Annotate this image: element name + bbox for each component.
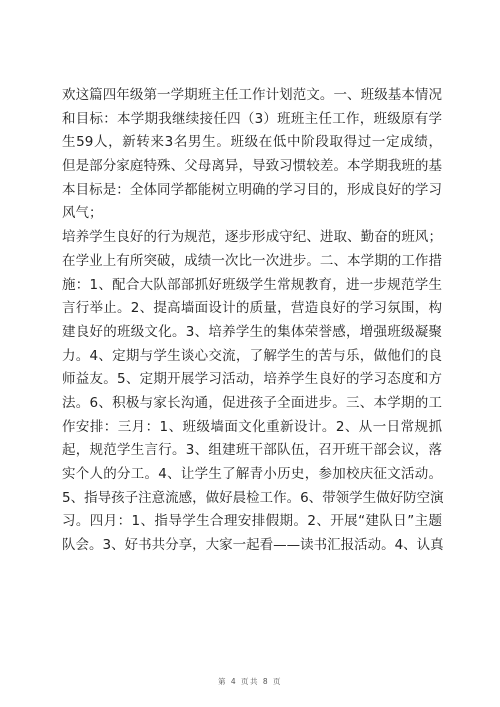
text-line: 欢这篇四年级第一学期班主任工作计划范文。一、班级基本情况 [62, 87, 442, 103]
text-line: 建良好的班级文化。3、培养学生的集体荣誉感，增强班级凝聚 [62, 323, 442, 340]
text-line: 5、指导孩子注意流感，做好晨检工作。6、带领学生做好防空演 [62, 489, 444, 506]
text-line: 队会。3、好书共分享，大家一起看——读书汇报活动。4、认真 [62, 537, 444, 554]
text-line: 施：1、配合大队部部抓好班级学生常规教育，进一步规范学生 [62, 276, 442, 293]
text-line: 风气； [62, 205, 103, 222]
text-line: 言行举止。2、提高墙面设计的质量，营造良好的学习氛围，构 [62, 300, 442, 317]
text-line: 生59人，新转来3名男生。班级在低中阶段取得过一定成绩， [62, 134, 442, 151]
text-line: 在学业上有所突破，成绩一次比一次进步。二、本学期的工作措 [62, 252, 442, 269]
text-line: 实个人的分工。4、让学生了解青小历史，参加校庆征文活动。 [62, 466, 442, 482]
text-line: 本目标是：全体同学都能树立明确的学习目的，形成良好的学习 [62, 181, 442, 198]
text-line: 起，规范学生言行。3、组建班干部队伍，召开班干部会议，落 [62, 442, 442, 459]
text-line: 培养学生良好的行为规范，逐步形成守纪、进取、勤奋的班风； [62, 229, 442, 246]
text-line: 但是部分家庭特殊、父母离异，导致习惯较差。本学期我班的基 [62, 158, 442, 175]
document-body [62, 84, 442, 558]
text-line: 习。四月：1、指导学生合理安排假期。2、开展“建队日”主题 [62, 513, 442, 530]
page-number-footer: 第 4 页共 8 页 [217, 677, 283, 686]
text-line: 和目标：本学期我继续接任四（3）班班主任工作，班级原有学 [62, 110, 442, 127]
text-line: 作安排：三月：1、班级墙面文化重新设计。2、从一日常规抓 [62, 418, 442, 435]
text-line: 法。6、积极与家长沟通，促进孩子全面进步。三、本学期的工 [62, 394, 442, 411]
text-line: 力。4、定期与学生谈心交流，了解学生的苦与乐，做他们的良 [62, 347, 442, 364]
text-line: 师益友。5、定期开展学习活动，培养学生良好的学习态度和方 [62, 371, 442, 388]
